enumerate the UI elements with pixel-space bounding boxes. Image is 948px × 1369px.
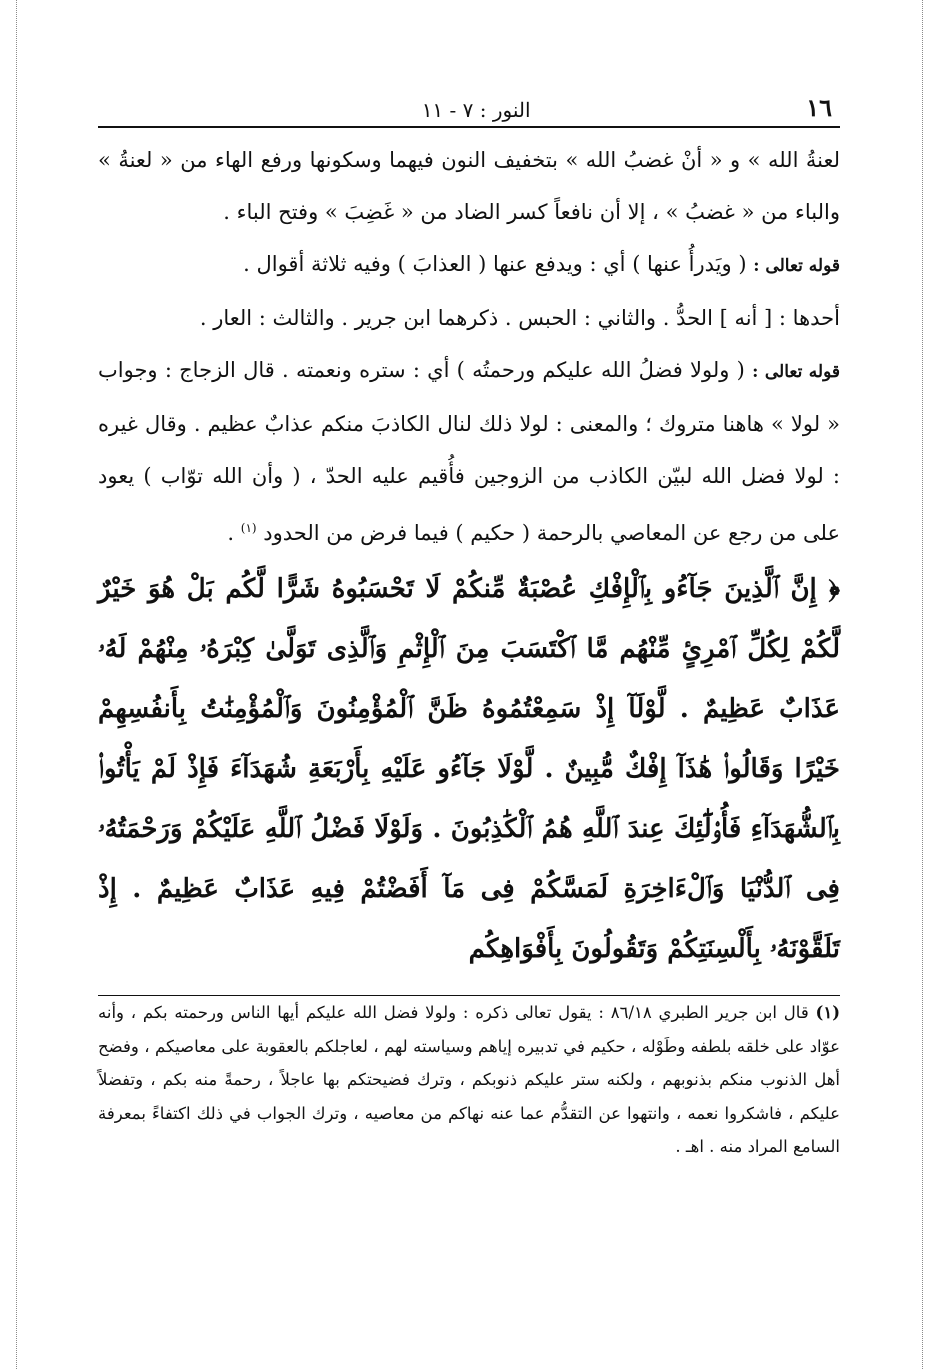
footnote [98,996,840,1164]
commentary-paragraph [98,238,840,292]
footnote-marker: (١) [815,1003,841,1022]
book-page [98,88,840,1164]
verse-text: ﴿ إِنَّ ٱلَّذِينَ جَآءُو بِٱلْإِفْكِ عُصْبَةٌ مِّنكُمْ لَا تَحْسَبُوهُ شَرًّا لَّكُم بَلْ هُوَ خَيْرٌ لَّكُمْ لِكُلِّ ٱمْرِئٍ مِّنْهُم مَّا ٱكْتَسَبَ مِنَ ٱلْإِثْمِ وَٱلَّذِى تَوَلَّىٰ كِبْرَهُۥ مِنْهُمْ لَهُۥ عَذَابٌ عَظِيمٌ . لَّوْلَآ إِذْ سَمِعْتُمُوهُ ظَنَّ ٱلْمُؤْمِنُونَ وَٱلْمُؤْمِنَٰتُ بِأَنفُسِهِمْ خَيْرًا وَقَالُوا۟ هَٰذَآ إِفْكٌ مُّبِينٌ . لَّوْلَا جَآءُو عَلَيْهِ بِأَرْبَعَةِ شُهَدَآءَ فَإِذْ لَمْ يَأْتُوا۟ بِٱلشُّهَدَآءِ فَأُو۟لَٰٓئِكَ عِندَ ٱللَّهِ هُمُ ٱلْكَٰذِبُونَ . وَلَوْلَا فَضْلُ ٱللَّهِ عَلَيْكُمْ وَرَحْمَتُهُۥ فِى ٱلدُّنْيَا وَٱلْءَاخِرَةِ لَمَسَّكُمْ فِى مَآ أَفَضْتُمْ فِيهِ عَذَابٌ عَظِيمٌ . إِذْ تَلَقَّوْنَهُۥ بِأَلْسِنَتِكُمْ وَتَقُولُونَ بِأَفْوَاهِكُم [98,574,840,964]
running-title: النور : ٧ - ١١ [421,98,531,122]
quran-verse [98,559,840,979]
commentary-lead: قوله تعالى : [753,256,840,276]
commentary-text: ( ولولا فضلُ الله عليكم ورحمتُه ) أي : ستره ونعمته . قال الزجاج : وجواب « لولا » هاهنا متروك ؛ والمعنى : لولا ذلك لنال الكاذبَ منكم عذابٌ عظيم . وقال غيره : لولا فضل الله لبيّن الكاذب من الزوجين فأُقيم عليه الحدّ ، ( وأن الله توّاب ) يعود على من رجع عن المعاصي بالرحمة ( حكيم ) فيما فرض من الحدود [98,358,840,545]
footnote-paragraph [98,996,840,1164]
commentary-lead: قوله تعالى : [752,362,840,382]
left-margin-guide [16,0,17,1369]
page-number: ١٦ [806,93,832,122]
commentary-text: أحدها : [ أنه ] الحدُّ . والثاني : الحبس . ذكرهما ابن جرير . والثالث : العار . [199,306,840,330]
commentary-paragraph [98,292,840,344]
right-margin-guide [922,0,923,1369]
commentary-text-end: . [227,521,241,545]
footnote-text: قال ابن جرير الطبري ٨٦/١٨ : يقول تعالى ذكره : ولولا فضل الله عليكم أيها الناس ورحمته بكم ، وأنه عوّاد على خلقه بلطفه وطَوْله ، حكيم في تدبيره إياهم وسياسته لهم ، لعاجلكم بالعقوبة على معاصيكم ، وفضح أهل الذنوب منكم بذنوبهم ، ولكنه ستر عليكم ذنوبكم ، وترك فضيحتكم بها عاجلاً ، رحمةً منه بكم ، وتفضلاً عليكم ، فاشكروا نعمه ، وانتهوا عن التقدُّم عما عنه نهاكم من معاصيه ، وترك الجواب في ذلك اكتفاءً بمعرفة السامع المراد منه . اهـ . [98,1003,840,1156]
commentary-paragraph [98,134,840,238]
page-header [98,88,840,122]
header-rule [98,126,840,128]
commentary [98,134,840,559]
commentary-paragraph [98,344,840,559]
commentary-text: ( ويَدرأُ عنها ) أي : ويدفع عنها ( العذابَ ) وفيه ثلاثة أقوال . [243,252,747,276]
footnote-reference: (١) [240,521,257,535]
commentary-text: لعنةُ الله » و « أنْ غضبُ الله » بتخفيف النون فيهما وسكونها ورفع الهاء من « لعنةُ » والباء من « غضبُ » ، إلا أن نافعاً كسر الضاد من « غَضِبَ » وفتح الباء . [98,148,840,224]
